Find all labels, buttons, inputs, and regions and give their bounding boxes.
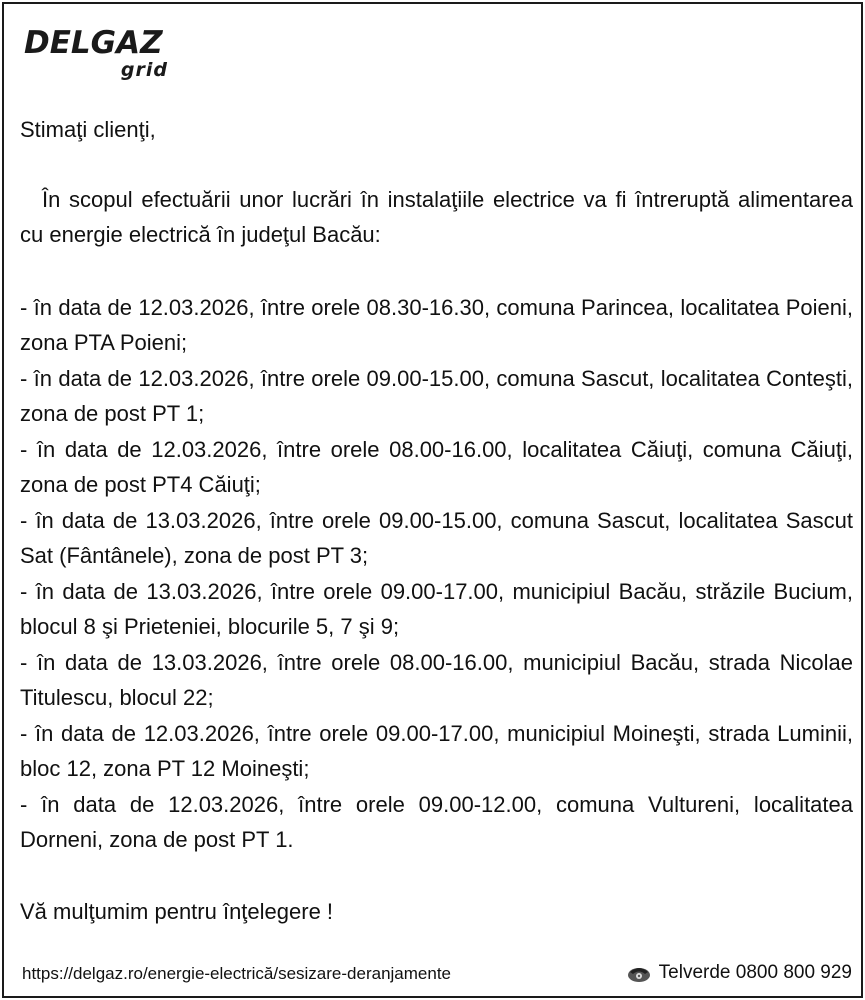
outage-item: - în data de 12.03.2026, între orele 09.00-15.00, comuna Sascut, localitatea Conteşti, zona de post PT 1; — [20, 365, 853, 426]
hotline-number: Telverde 0800 800 929 — [658, 962, 852, 983]
delgaz-grid-logo — [24, 24, 184, 86]
report-outage-link[interactable]: https://delgaz.ro/energie-electrică/sesizare-deranjamente — [22, 964, 452, 983]
outage-item: - în data de 13.03.2026, între orele 09.00-17.00, municipiul Bacău, străzile Bucium, blocul 8 şi Prieteniei, blocurile 5, 7 şi 9; — [20, 578, 853, 639]
footer — [22, 960, 852, 988]
outage-item: - în data de 12.03.2026, între orele 08.00-16.00, localitatea Căiuţi, comuna Căiuţi, zona de post PT4 Căiuţi; — [20, 436, 853, 497]
logo-name: DELGAZ — [24, 25, 163, 61]
hotline — [627, 962, 852, 984]
outage-item: - în data de 13.03.2026, între orele 08.00-16.00, municipiul Bacău, strada Nicolae Titulescu, blocul 22; — [20, 649, 853, 710]
outage-list — [20, 290, 853, 858]
intro-paragraph: În scopul efectuării unor lucrări în instalaţiile electrice va fi întreruptă alimentarea cu energie electrică în judeţul Bacău: — [20, 186, 853, 247]
notice-body — [20, 112, 853, 929]
greeting: Stimaţi clienţi, — [20, 117, 156, 142]
closing-line: Vă mulţumim pentru înţelegere ! — [20, 898, 334, 924]
outage-item: - în data de 13.03.2026, între orele 09.00-15.00, comuna Sascut, localitatea Sascut Sat (Fântânele), zona de post PT 3; — [20, 507, 853, 568]
telephone-icon — [627, 963, 651, 983]
notice-frame — [2, 2, 863, 998]
logo-sub: grid — [120, 59, 168, 81]
outage-item: - în data de 12.03.2026, între orele 08.30-16.30, comuna Parincea, localitatea Poieni, zona PTA Poieni; — [20, 294, 853, 355]
outage-item: - în data de 12.03.2026, între orele 09.00-12.00, comuna Vultureni, localitatea Dorneni, zona de post PT 1. — [20, 791, 853, 852]
outage-item: - în data de 12.03.2026, între orele 09.00-17.00, municipiul Moineşti, strada Luminii, bloc 12, zona PT 12 Moineşti; — [20, 720, 853, 781]
